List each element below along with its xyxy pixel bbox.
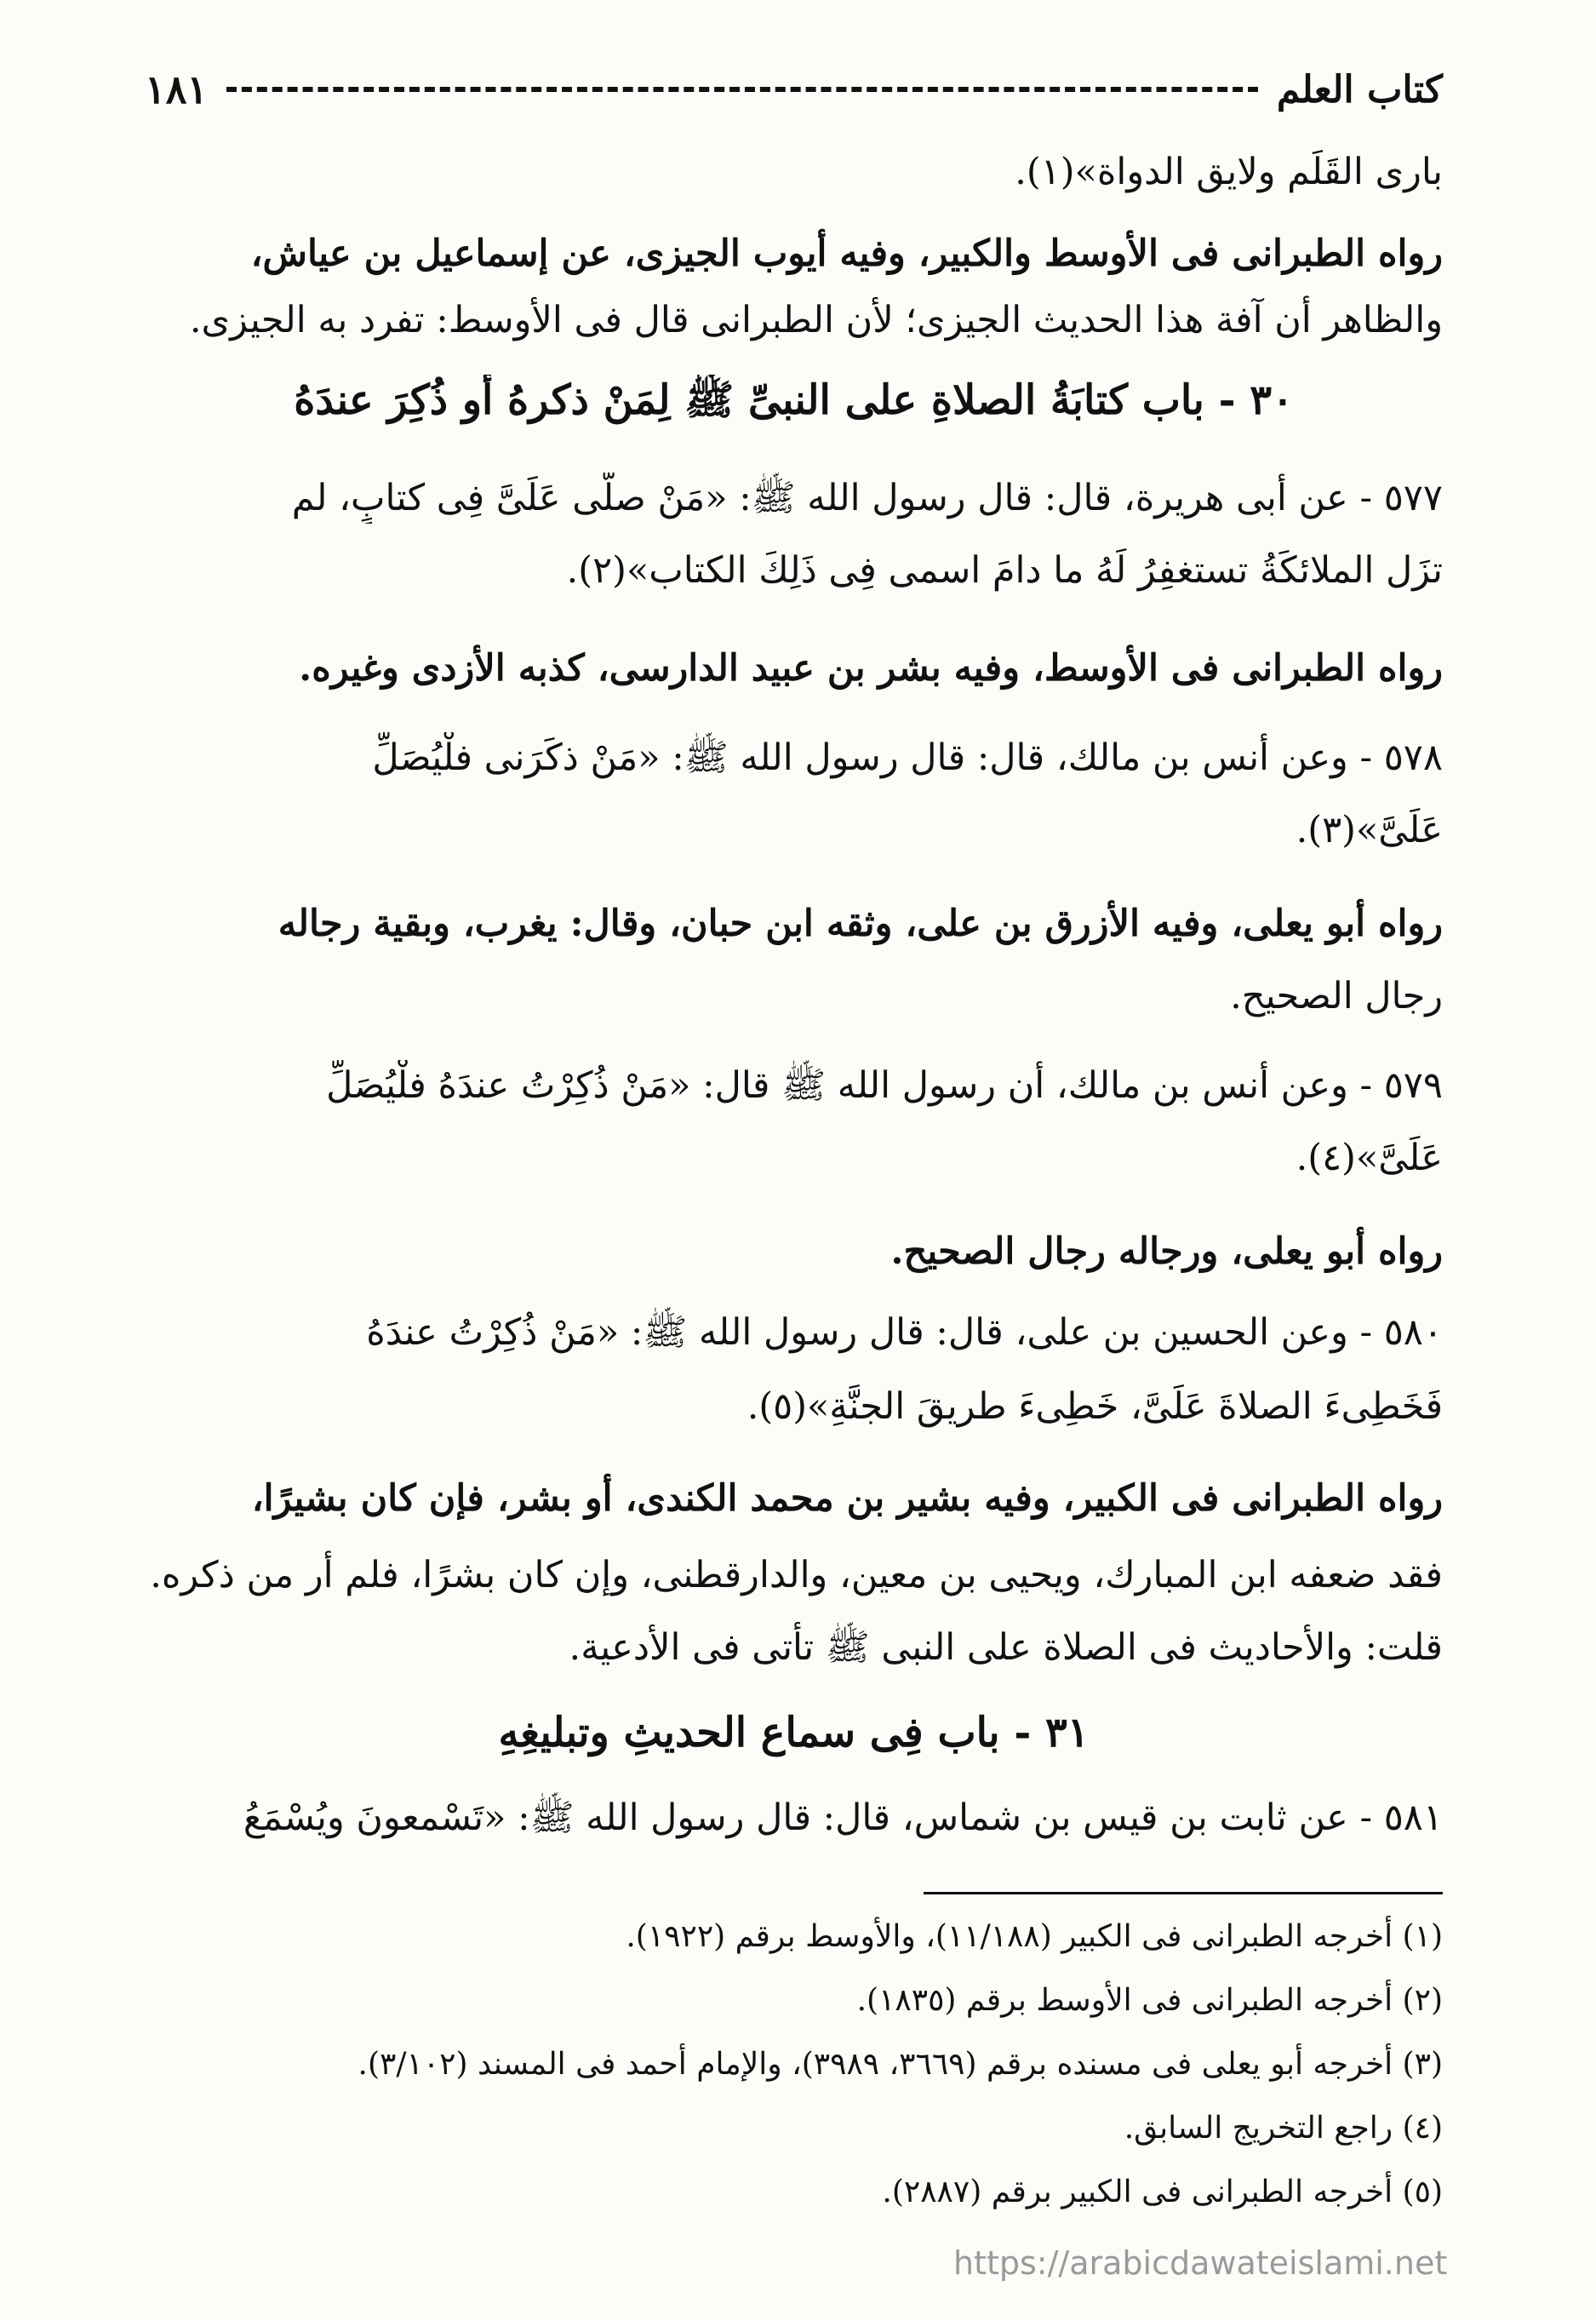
footnote: (٣) أخرجه أبو يعلى فى مسنده برقم (٣٦٦٩، ٣٩٨٩)، والإمام أحمد فى المسند (٣/١٠٢). <box>358 2047 1443 2082</box>
text-line: ٥٧٧ - عن أبى هريرة، قال: قال رسول الله ﷺ: «مَنْ صلَّى عَلَىَّ فِى كتابٍ، لم <box>291 477 1443 519</box>
text-line: تزَل الملائكَةُ تستغفِرُ لَهُ ما دامَ اسمى فِى ذَلِكَ الكتاب»(٢). <box>566 549 1443 592</box>
footnote: (١) أخرجه الطبرانى فى الكبير (١١/١٨٨)، والأوسط برقم (١٩٢٢). <box>626 1919 1443 1954</box>
footnote: (٥) أخرجه الطبرانى فى الكبير برقم (٢٨٨٧). <box>882 2175 1443 2209</box>
watermark-url: https://arabicdawateislami.net <box>953 2244 1448 2282</box>
footnote: (٢) أخرجه الطبرانى فى الأوسط برقم (١٨٣٥). <box>856 1983 1443 2018</box>
text-line: ٥٨١ - عن ثابت بن قيس بن شماس، قال: قال رسول الله ﷺ: «تَسْمعونَ ويُسْمَعُ <box>243 1797 1443 1839</box>
text-line: رواه الطبرانى فى الأوسط، وفيه بشر بن عبيد الدارسى، كذبه الأزدى وغيره. <box>299 647 1443 690</box>
text-line: عَلَىَّ»(٤). <box>1296 1137 1443 1179</box>
text-line: رجال الصحيح. <box>1230 975 1443 1017</box>
chapter-heading: ٣١ - باب فِى سماعِ الحديثِ وتبليغِهِ <box>498 1709 1090 1757</box>
text-line: رواه أبو يعلى، وفيه الأزرق بن على، وثقه ابن حبان، وقال: يغرب، وبقية رجاله <box>277 903 1443 945</box>
text-line: رواه الطبرانى فى الأوسط والكبير، وفيه أيوب الجيزى، عن إسماعيل بن عياش، <box>250 232 1443 275</box>
text-line: رواه الطبرانى فى الكبير، وفيه بشير بن محمد الكندى، أو بشر، فإن كان بشيرًا، <box>251 1477 1443 1520</box>
header-rule <box>226 87 1258 92</box>
text-line: قلت: والأحاديث فى الصلاة على النبى ﷺ تأتى فى الأدعية. <box>569 1626 1443 1669</box>
text-line: والظاهر أن آفة هذا الحديث الجيزى؛ لأن الطبرانى قال فى الأوسط: تفرد به الجيزى. <box>189 299 1443 341</box>
book-title: كتاب العلم <box>1276 67 1443 112</box>
running-header <box>145 60 1443 119</box>
text-line: ٥٧٨ - وعن أنس بن مالك، قال: قال رسول الله ﷺ: «مَنْ ذكَرَنى فلْيُصَلِّ <box>372 736 1443 779</box>
text-line: رواه أبو يعلى، ورجاله رجال الصحيح. <box>890 1230 1443 1273</box>
page-number: ١٨١ <box>145 66 209 112</box>
chapter-heading: ٣٠ - باب كتابَةُ الصلاةِ على النبىِّ ﷺ لِمَنْ ذكرهُ أو ذُكِرَ عندَهُ <box>294 376 1294 424</box>
text-line: ٥٨٠ - وعن الحسين بن على، قال: قال رسول الله ﷺ: «مَنْ ذُكِرْتُ عندَهُ <box>366 1311 1443 1354</box>
text-line: ٥٧٩ - وعن أنس بن مالك، أن رسول الله ﷺ قال: «مَنْ ذُكِرْتُ عندَهُ فلْيُصَلِّ <box>326 1064 1443 1107</box>
text-line: فقد ضعفه ابن المبارك، ويحيى بن معين، والدارقطنى، وإن كان بشرًا، فلم أر من ذكره. <box>150 1554 1443 1596</box>
footnote: (٤) راجع التخريج السابق. <box>1124 2111 1443 2146</box>
text-line: فَخَطِىءَ الصلاةَ عَلَىَّ، خَطِىءَ طريقَ الجنَّةِ»(٥). <box>747 1385 1443 1428</box>
text-line: بارى القَلَم ولايق الدواة»(١). <box>1015 151 1443 193</box>
text-line: عَلَىَّ»(٣). <box>1296 809 1443 851</box>
footnote-rule <box>924 1892 1443 1894</box>
